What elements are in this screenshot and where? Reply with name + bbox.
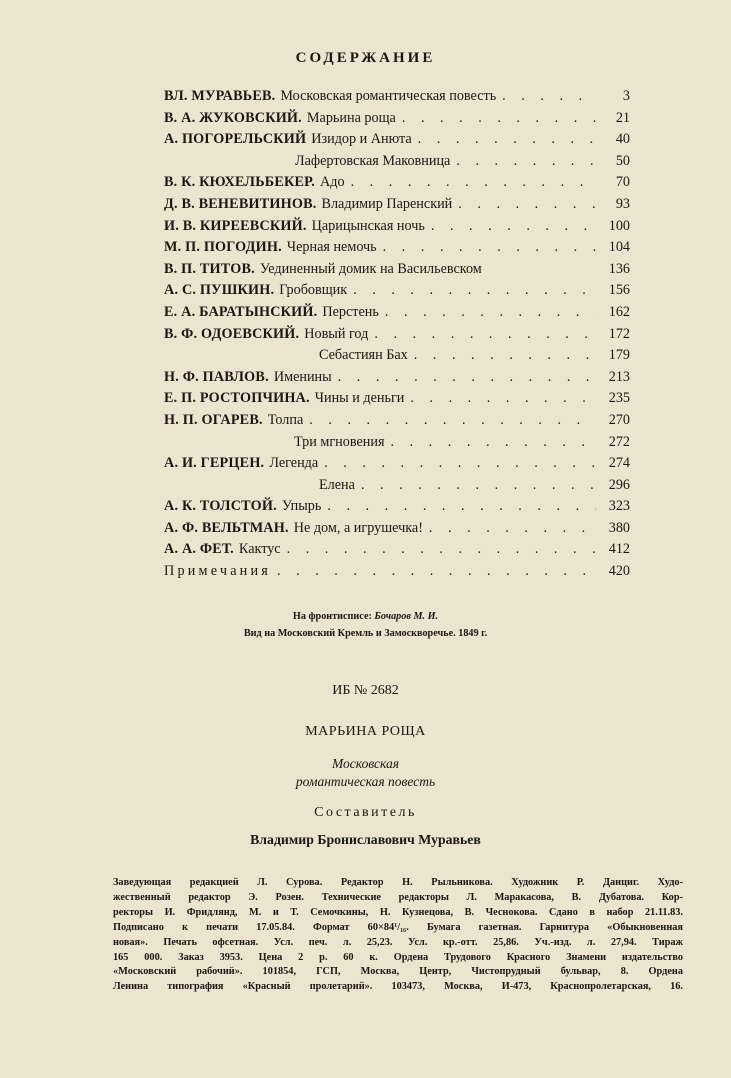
leader-dots — [361, 477, 596, 494]
leader-dots — [327, 498, 596, 515]
toc-work: Три мгновения — [294, 433, 385, 450]
toc-author: В. Ф. ОДОЕВСКИЙ. — [164, 325, 300, 342]
toc-page: 323 — [608, 498, 630, 515]
frontispiece-credit — [0, 608, 731, 642]
subtitle-line: романтическая повесть — [295, 774, 436, 789]
toc-author: М. П. ПОГОДИН. — [164, 239, 282, 256]
toc-entry — [164, 239, 630, 261]
toc-entry — [164, 347, 630, 369]
toc-entry — [164, 326, 630, 348]
toc-entry — [164, 196, 630, 218]
toc-work: Владимир Паренский — [321, 195, 453, 212]
toc-entry — [164, 131, 630, 153]
imprint-line: новая». Печать офсетная. Усл. печ. л. 25,23. Усл. кр.-отт. 25,86. Уч.-изд. л. 27,94. Тираж — [113, 936, 683, 948]
frontispiece-artist: Бочаров М. И. — [374, 611, 439, 622]
toc-work: Черная немочь — [286, 239, 377, 256]
leader-dots — [429, 520, 596, 537]
toc-entry — [164, 369, 630, 391]
book-title: МАРЬИНА РОЩА — [305, 724, 426, 739]
toc-page: 412 — [608, 541, 630, 558]
imprint-line: «Московский рабочий». 101854, ГСП, Москва, Центр, Чистопрудный бульвар, 8. Ордена — [113, 966, 683, 978]
toc-author: В. А. ЖУКОВСКИЙ. — [164, 109, 302, 126]
toc-work: Именины — [273, 368, 332, 385]
leader-dots — [402, 110, 596, 127]
imprint-line: Заведующая редакцией Л. Сурова. Редактор Н. Рыльникова. Художник Р. Данциг. Худо- — [113, 877, 683, 888]
leader-dots — [502, 88, 596, 105]
leader-dots — [458, 196, 596, 213]
toc-work: Елена — [319, 476, 355, 493]
leader-dots — [390, 434, 596, 451]
toc-work: Лафертовская Маковница — [295, 152, 451, 169]
leader-dots — [351, 174, 596, 191]
toc-work: Кактус — [238, 541, 281, 558]
toc-author: В. К. КЮХЕЛЬБЕКЕР. — [164, 174, 316, 191]
toc-entry — [164, 304, 630, 326]
leader-dots — [277, 563, 596, 580]
toc-work: Московская романтическая повесть — [280, 88, 497, 104]
toc-page: 162 — [608, 303, 630, 320]
toc-work: Марьина роща — [306, 109, 396, 126]
toc-entry — [164, 477, 630, 499]
leader-dots — [309, 412, 596, 429]
toc-work: Чины и деньги — [314, 390, 405, 407]
toc-entry — [164, 434, 630, 456]
toc-work: Адо — [320, 174, 345, 191]
subtitle-line: Московская — [331, 756, 400, 771]
toc-author: А. К. ТОЛСТОЙ. — [164, 498, 277, 515]
toc-page: 93 — [615, 195, 630, 212]
toc-page: 420 — [608, 563, 630, 580]
toc-page: 70 — [615, 174, 630, 191]
toc-page: 270 — [608, 411, 630, 428]
toc-work: Царицынская ночь — [311, 217, 425, 234]
imprint-line: Подписано к печати 17.05.84. Формат 60×84¹/₁₆. Бумага газетная. Гарнитура «Обыкновенная — [113, 921, 683, 933]
toc-page: 100 — [608, 217, 630, 234]
toc-work: Легенда — [269, 455, 319, 472]
toc-page: 104 — [608, 239, 630, 256]
toc-page: 235 — [608, 390, 630, 407]
toc-author: Н. Ф. ПАВЛОВ. — [164, 368, 269, 385]
toc-entry — [164, 218, 630, 240]
toc-entry — [164, 520, 630, 542]
toc-entry — [164, 541, 630, 563]
toc-work: Упырь — [281, 498, 322, 515]
book-subtitle — [0, 755, 731, 791]
compiler-name: Владимир Брониславович Муравьев — [250, 832, 481, 847]
imprint-line: 165 000. Заказ 3953. Цена 2 р. 60 к. Ордена Трудового Красного Знамени издательство — [113, 951, 683, 963]
toc-page: 3 — [622, 88, 630, 104]
toc-page: 50 — [615, 152, 630, 169]
imprint-block — [113, 876, 683, 995]
leader-dots — [383, 239, 596, 256]
toc-entry — [164, 174, 630, 196]
toc-page: 213 — [608, 368, 630, 385]
toc-author: Н. П. ОГАРЕВ. — [164, 411, 263, 428]
frontispiece-label: На фронтисписе: — [292, 611, 372, 622]
toc-work: Перстень — [322, 303, 379, 320]
leader-dots — [324, 455, 596, 472]
toc-page: 156 — [608, 282, 630, 299]
toc-author: А. Ф. ВЕЛЬТМАН. — [164, 519, 289, 536]
toc-author: А. И. ГЕРЦЕН. — [164, 455, 265, 472]
toc-title: СОДЕРЖАНИЕ — [295, 50, 436, 66]
toc-entry — [164, 498, 630, 520]
leader-dots — [431, 218, 596, 235]
toc-entry — [164, 110, 630, 132]
toc-work: Уединенный домик на Васильевском — [259, 260, 482, 277]
toc-author: В. П. ТИТОВ. — [164, 260, 255, 277]
toc-author: А. ПОГОРЕЛЬСКИЙ — [164, 131, 307, 148]
toc-author: Е. П. РОСТОПЧИНА. — [164, 390, 310, 407]
toc-work: Толпа — [267, 411, 304, 428]
toc-page: 272 — [608, 433, 630, 450]
imprint-line: Ленина типография «Красный пролетарий». 103473, Москва, И-473, Краснопролетарская, 16. — [113, 981, 683, 993]
leader-dots — [410, 390, 596, 407]
toc-entry — [164, 153, 630, 175]
toc-entry — [164, 282, 630, 304]
ib-number: ИБ № 2682 — [332, 683, 399, 698]
toc-entry — [164, 412, 630, 434]
toc-page: 40 — [615, 131, 630, 148]
toc-page: 296 — [608, 476, 630, 493]
table-of-contents — [164, 88, 630, 585]
toc-entry — [164, 455, 630, 477]
toc-work: Примечания — [164, 563, 271, 580]
toc-work: Новый год — [304, 325, 369, 342]
toc-page: 136 — [608, 260, 630, 277]
imprint-line: ректоры И. Фридлянд, М. и Т. Семочкины, Н. Кузнецова, В. Чеснокова. Сдано в набор 21.11.83. — [113, 906, 683, 918]
toc-page: 21 — [615, 109, 630, 126]
toc-author: А. С. ПУШКИН. — [164, 282, 275, 299]
toc-author: Д. В. ВЕНЕВИТИНОВ. — [164, 195, 317, 212]
toc-page: 172 — [608, 325, 630, 342]
leader-dots — [287, 541, 596, 558]
compiler-label: Составитель — [314, 805, 417, 820]
leader-dots — [338, 369, 596, 386]
toc-author: ВЛ. МУРАВЬЕВ. — [164, 88, 276, 104]
toc-page: 380 — [608, 519, 630, 536]
leader-dots — [385, 304, 596, 321]
toc-page: 179 — [608, 347, 630, 364]
toc-work: Изидор и Анюта — [311, 131, 412, 148]
toc-work: Не дом, а игрушечка! — [293, 519, 423, 536]
toc-author: И. В. КИРЕЕВСКИЙ. — [164, 217, 307, 234]
toc-author: А. А. ФЕТ. — [164, 541, 234, 558]
leader-dots — [374, 326, 596, 343]
leader-dots — [456, 153, 596, 170]
imprint-line: жественный редактор Э. Розен. Технические редакторы Л. Маракасова, В. Дубатова. Кор- — [113, 891, 683, 903]
toc-entry — [164, 390, 630, 412]
toc-entry — [164, 88, 630, 110]
toc-entry — [164, 563, 630, 585]
frontispiece-caption: Вид на Московский Кремль и Замоскворечье. 1849 г. — [243, 628, 488, 639]
leader-dots — [418, 131, 596, 148]
leader-dots — [414, 347, 596, 364]
toc-work: Гробовщик — [279, 282, 348, 299]
toc-author: Е. А. БАРАТЫНСКИЙ. — [164, 303, 318, 320]
toc-work: Себастиян Бах — [319, 347, 408, 364]
toc-entry — [164, 261, 630, 283]
leader-dots — [353, 282, 596, 299]
toc-page: 274 — [608, 455, 630, 472]
